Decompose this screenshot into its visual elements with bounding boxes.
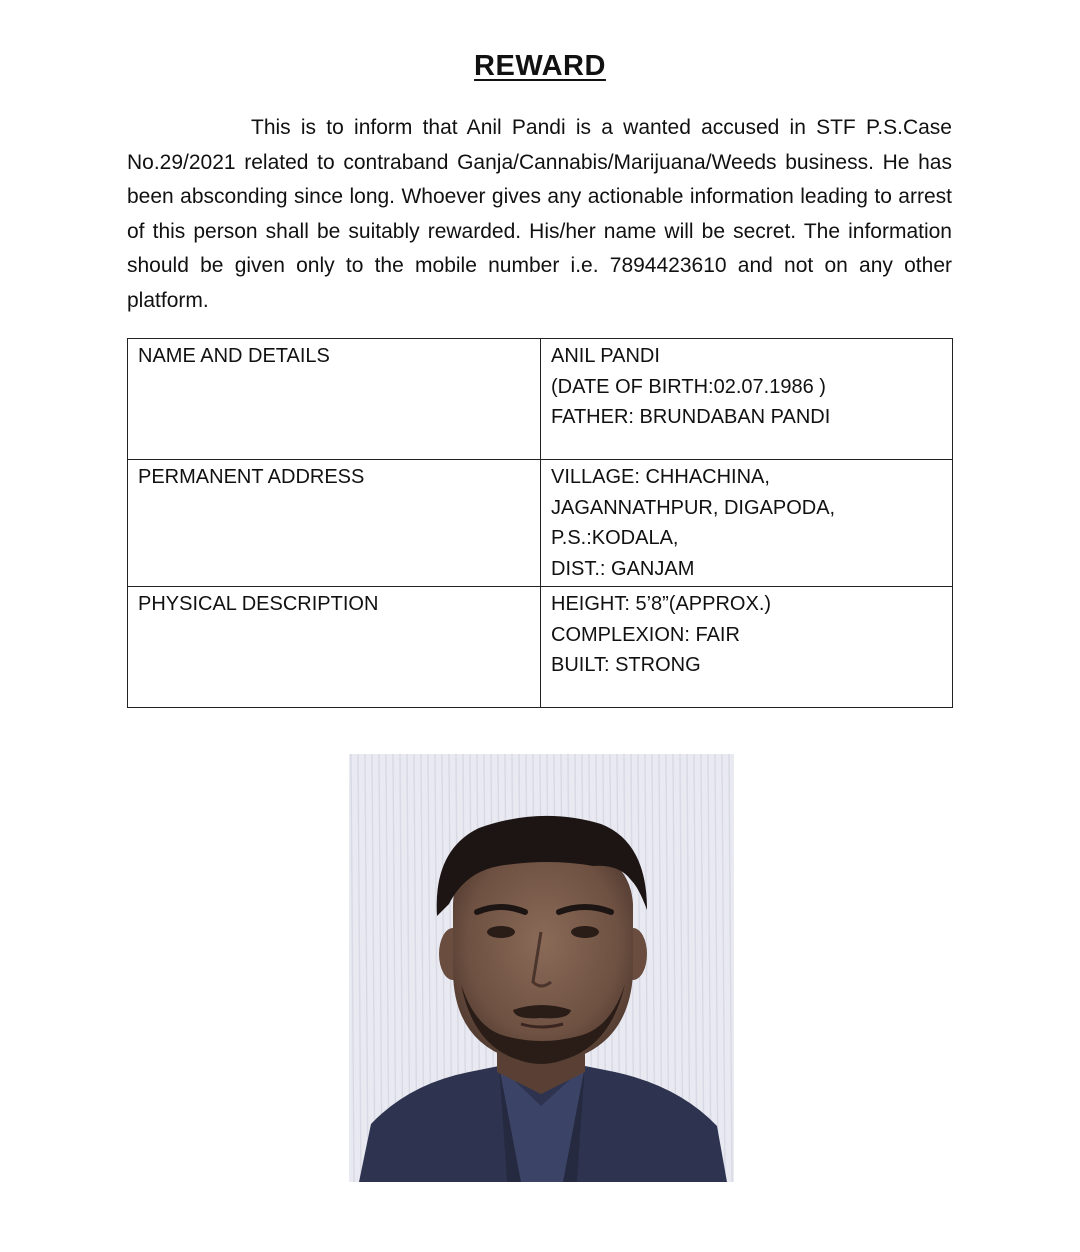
table-row-physical-description — [128, 587, 953, 708]
village-line: VILLAGE: CHHACHINA, — [551, 466, 770, 488]
suspect-portrait-illustration — [349, 754, 734, 1182]
built-line: BUILT: STRONG — [551, 654, 701, 676]
police-station-line: P.S.:KODALA, — [551, 527, 679, 549]
name-line: ANIL PANDI — [551, 345, 660, 367]
row-label: PHYSICAL DESCRIPTION — [128, 587, 541, 708]
row-value — [541, 460, 953, 587]
notice-paragraph — [127, 111, 952, 319]
suspect-photo — [349, 754, 734, 1182]
height-line: HEIGHT: 5’8”(APPROX.) — [551, 593, 772, 615]
table-row-permanent-address — [128, 460, 953, 587]
details-table — [127, 338, 953, 708]
table-row-name-and-details — [128, 339, 953, 460]
locality-line: JAGANNATHPUR, DIGAPODA, — [551, 496, 836, 519]
row-label: PERMANENT ADDRESS — [128, 460, 541, 587]
notice-paragraph-text: This is to inform that Anil Pandi is a wanted accused in STF P.S.Case No.29/2021 related to contraband Ganja/Cannabis/Marijuana/Weeds business. He has been absconding since long. Whoever gives any actionable information leading to arrest of this person shall be suitably rewarded. His/her name will be secret. The information should be given only to the mobile number i.e. 7894423610 and not on any other platform. — [127, 116, 952, 312]
notice-title: REWARD — [474, 50, 606, 82]
row-value — [541, 587, 953, 708]
row-value — [541, 339, 953, 460]
complexion-line: COMPLEXION: FAIR — [551, 623, 740, 646]
row-label: NAME AND DETAILS — [128, 339, 541, 460]
date-of-birth-line: (DATE OF BIRTH:02.07.1986 ) — [551, 375, 826, 398]
father-line: FATHER: BRUNDABAN PANDI — [551, 406, 831, 428]
district-line: DIST.: GANJAM — [551, 557, 695, 580]
